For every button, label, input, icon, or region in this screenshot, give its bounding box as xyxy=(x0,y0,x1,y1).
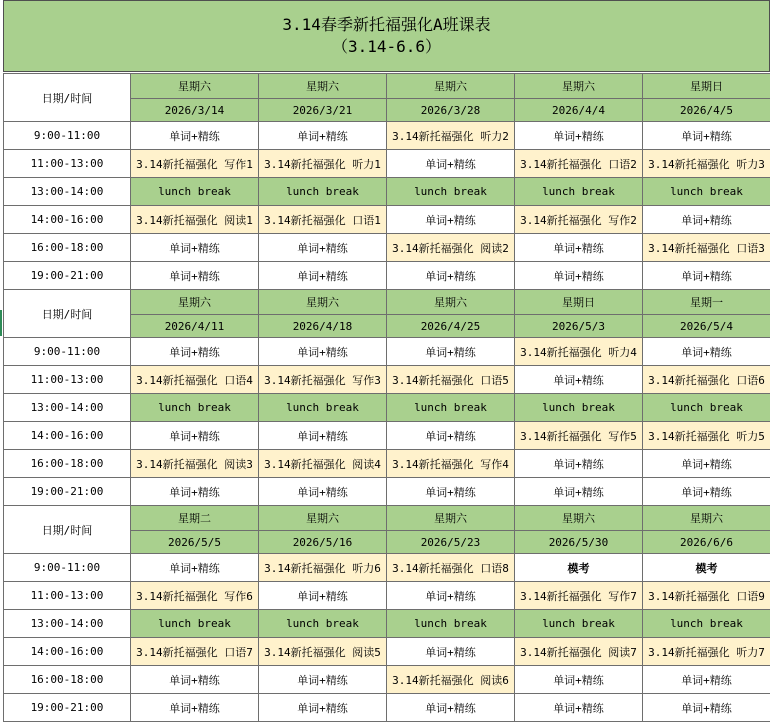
date-cell[interactable]: 2026/5/3 xyxy=(515,315,643,338)
time-cell[interactable]: 16:00-18:00 xyxy=(4,450,131,478)
practice-cell[interactable]: 单词+精练 xyxy=(643,262,770,290)
course-cell[interactable]: 3.14新托福强化 写作5 xyxy=(515,422,643,450)
course-cell[interactable]: 3.14新托福强化 口语8 xyxy=(387,554,515,582)
time-cell[interactable]: 11:00-13:00 xyxy=(4,582,131,610)
course-cell[interactable]: 3.14新托福强化 阅读6 xyxy=(387,666,515,694)
date-cell[interactable]: 2026/4/18 xyxy=(259,315,387,338)
course-cell[interactable]: 3.14新托福强化 口语2 xyxy=(515,150,643,178)
lunch-break-cell[interactable]: lunch break xyxy=(259,394,387,422)
practice-cell[interactable]: 单词+精练 xyxy=(643,338,770,366)
time-cell[interactable]: 14:00-16:00 xyxy=(4,422,131,450)
practice-cell[interactable]: 单词+精练 xyxy=(387,582,515,610)
lunch-break-cell[interactable]: lunch break xyxy=(387,610,515,638)
date-cell[interactable]: 2026/3/21 xyxy=(259,99,387,122)
practice-cell[interactable]: 单词+精练 xyxy=(515,262,643,290)
weekday-cell[interactable]: 星期六 xyxy=(387,290,515,315)
practice-cell[interactable]: 单词+精练 xyxy=(643,122,770,150)
weekday-cell[interactable]: 星期六 xyxy=(259,506,387,531)
weekday-cell[interactable]: 星期一 xyxy=(643,290,770,315)
weekday-cell[interactable]: 星期六 xyxy=(387,506,515,531)
course-cell[interactable]: 3.14新托福强化 写作1 xyxy=(131,150,259,178)
weekday-cell[interactable]: 星期六 xyxy=(259,74,387,99)
weekday-cell[interactable]: 星期六 xyxy=(387,74,515,99)
practice-cell[interactable]: 单词+精练 xyxy=(515,666,643,694)
practice-cell[interactable]: 单词+精练 xyxy=(515,234,643,262)
practice-cell[interactable]: 单词+精练 xyxy=(515,478,643,506)
practice-cell[interactable]: 单词+精练 xyxy=(259,262,387,290)
time-cell[interactable]: 16:00-18:00 xyxy=(4,666,131,694)
practice-cell[interactable]: 单词+精练 xyxy=(643,206,770,234)
practice-cell[interactable]: 单词+精练 xyxy=(387,150,515,178)
practice-cell[interactable]: 单词+精练 xyxy=(131,478,259,506)
course-cell[interactable]: 3.14新托福强化 口语7 xyxy=(131,638,259,666)
row-selection-marker xyxy=(0,310,2,336)
course-cell[interactable]: 3.14新托福强化 阅读1 xyxy=(131,206,259,234)
practice-cell[interactable]: 单词+精练 xyxy=(515,366,643,394)
course-cell[interactable]: 3.14新托福强化 口语4 xyxy=(131,366,259,394)
time-cell[interactable]: 14:00-16:00 xyxy=(4,638,131,666)
time-slot-row xyxy=(4,178,770,206)
time-slot-row xyxy=(4,422,770,450)
weekday-cell[interactable]: 星期六 xyxy=(259,290,387,315)
datetime-label-cell[interactable]: 日期/时间 xyxy=(4,74,131,122)
date-cell[interactable]: 2026/5/5 xyxy=(131,531,259,554)
practice-cell[interactable]: 单词+精练 xyxy=(515,694,643,722)
course-cell[interactable]: 3.14新托福强化 听力1 xyxy=(259,150,387,178)
course-cell[interactable]: 3.14新托福强化 阅读4 xyxy=(259,450,387,478)
date-cell[interactable]: 2026/5/16 xyxy=(259,531,387,554)
lunch-break-cell[interactable]: lunch break xyxy=(259,178,387,206)
practice-cell[interactable]: 单词+精练 xyxy=(643,478,770,506)
course-cell[interactable]: 3.14新托福强化 写作7 xyxy=(515,582,643,610)
time-slot-row xyxy=(4,122,770,150)
weekday-cell[interactable]: 星期六 xyxy=(643,506,770,531)
time-cell[interactable]: 9:00-11:00 xyxy=(4,554,131,582)
time-cell[interactable]: 9:00-11:00 xyxy=(4,122,131,150)
practice-cell[interactable]: 单词+精练 xyxy=(387,638,515,666)
course-cell[interactable]: 3.14新托福强化 阅读2 xyxy=(387,234,515,262)
time-slot-row xyxy=(4,206,770,234)
practice-cell[interactable]: 单词+精练 xyxy=(131,694,259,722)
practice-cell[interactable]: 单词+精练 xyxy=(259,478,387,506)
lunch-break-cell[interactable]: lunch break xyxy=(131,178,259,206)
practice-cell[interactable]: 单词+精练 xyxy=(643,666,770,694)
time-slot-row xyxy=(4,638,770,666)
practice-cell[interactable]: 单词+精练 xyxy=(643,694,770,722)
time-slot-row xyxy=(4,150,770,178)
mock-exam-cell[interactable]: 模考 xyxy=(643,554,770,582)
practice-cell[interactable]: 单词+精练 xyxy=(131,422,259,450)
course-cell[interactable]: 3.14新托福强化 口语3 xyxy=(643,234,770,262)
date-cell[interactable]: 2026/4/25 xyxy=(387,315,515,338)
time-cell[interactable]: 13:00-14:00 xyxy=(4,610,131,638)
time-cell[interactable]: 14:00-16:00 xyxy=(4,206,131,234)
datetime-label-cell[interactable]: 日期/时间 xyxy=(4,506,131,554)
course-cell[interactable]: 3.14新托福强化 听力5 xyxy=(643,422,770,450)
course-cell[interactable]: 3.14新托福强化 听力2 xyxy=(387,122,515,150)
lunch-break-cell[interactable]: lunch break xyxy=(515,178,643,206)
time-cell[interactable]: 11:00-13:00 xyxy=(4,150,131,178)
course-cell[interactable]: 3.14新托福强化 阅读7 xyxy=(515,638,643,666)
lunch-break-cell[interactable]: lunch break xyxy=(643,394,770,422)
course-cell[interactable]: 3.14新托福强化 写作4 xyxy=(387,450,515,478)
weekday-row xyxy=(4,506,770,531)
weekday-cell[interactable]: 星期二 xyxy=(131,506,259,531)
weekday-cell[interactable]: 星期六 xyxy=(515,74,643,99)
time-cell[interactable]: 19:00-21:00 xyxy=(4,262,131,290)
practice-cell[interactable]: 单词+精练 xyxy=(131,234,259,262)
time-cell[interactable]: 16:00-18:00 xyxy=(4,234,131,262)
time-cell[interactable]: 11:00-13:00 xyxy=(4,366,131,394)
time-slot-row xyxy=(4,262,770,290)
practice-cell[interactable]: 单词+精练 xyxy=(259,582,387,610)
lunch-break-cell[interactable]: lunch break xyxy=(643,178,770,206)
time-slot-row xyxy=(4,554,770,582)
time-cell[interactable]: 19:00-21:00 xyxy=(4,478,131,506)
time-slot-row xyxy=(4,394,770,422)
lunch-break-cell[interactable]: lunch break xyxy=(131,394,259,422)
date-cell[interactable]: 2026/5/30 xyxy=(515,531,643,554)
course-cell[interactable]: 3.14新托福强化 听力6 xyxy=(259,554,387,582)
lunch-break-cell[interactable]: lunch break xyxy=(515,610,643,638)
time-cell[interactable]: 13:00-14:00 xyxy=(4,178,131,206)
time-cell[interactable]: 13:00-14:00 xyxy=(4,394,131,422)
practice-cell[interactable]: 单词+精练 xyxy=(131,122,259,150)
course-cell[interactable]: 3.14新托福强化 口语1 xyxy=(259,206,387,234)
practice-cell[interactable]: 单词+精练 xyxy=(387,694,515,722)
time-slot-row xyxy=(4,610,770,638)
weekday-cell[interactable]: 星期六 xyxy=(131,290,259,315)
practice-cell[interactable]: 单词+精练 xyxy=(131,666,259,694)
practice-cell[interactable]: 单词+精练 xyxy=(387,206,515,234)
date-cell[interactable]: 2026/4/11 xyxy=(131,315,259,338)
lunch-break-cell[interactable]: lunch break xyxy=(643,610,770,638)
lunch-break-cell[interactable]: lunch break xyxy=(387,394,515,422)
date-cell[interactable]: 2026/4/5 xyxy=(643,99,770,122)
practice-cell[interactable]: 单词+精练 xyxy=(259,122,387,150)
lunch-break-cell[interactable]: lunch break xyxy=(131,610,259,638)
practice-cell[interactable]: 单词+精练 xyxy=(515,450,643,478)
time-slot-row xyxy=(4,366,770,394)
practice-cell[interactable]: 单词+精练 xyxy=(259,694,387,722)
course-cell[interactable]: 3.14新托福强化 听力7 xyxy=(643,638,770,666)
date-cell[interactable]: 2026/6/6 xyxy=(643,531,770,554)
time-slot-row xyxy=(4,450,770,478)
time-slot-row xyxy=(4,234,770,262)
course-cell[interactable]: 3.14新托福强化 口语6 xyxy=(643,366,770,394)
date-cell[interactable]: 2026/5/23 xyxy=(387,531,515,554)
weekday-cell[interactable]: 星期日 xyxy=(643,74,770,99)
title-main: 3.14春季新托福强化A班课表 xyxy=(282,15,491,34)
time-slot-row xyxy=(4,582,770,610)
practice-cell[interactable]: 单词+精练 xyxy=(387,478,515,506)
weekday-row xyxy=(4,74,770,99)
datetime-label-cell[interactable]: 日期/时间 xyxy=(4,290,131,338)
course-cell[interactable]: 3.14新托福强化 口语9 xyxy=(643,582,770,610)
date-cell[interactable]: 2026/3/28 xyxy=(387,99,515,122)
course-cell[interactable]: 3.14新托福强化 写作3 xyxy=(259,366,387,394)
time-slot-row xyxy=(4,694,770,722)
schedule-table xyxy=(3,73,770,722)
course-cell[interactable]: 3.14新托福强化 口语5 xyxy=(387,366,515,394)
lunch-break-cell[interactable]: lunch break xyxy=(259,610,387,638)
practice-cell[interactable]: 单词+精练 xyxy=(259,666,387,694)
time-slot-row xyxy=(4,478,770,506)
title-date-range: （3.14-6.6） xyxy=(331,37,442,56)
time-slot-row xyxy=(4,338,770,366)
practice-cell[interactable]: 单词+精练 xyxy=(643,450,770,478)
course-cell[interactable]: 3.14新托福强化 写作6 xyxy=(131,582,259,610)
weekday-row xyxy=(4,290,770,315)
course-cell[interactable]: 3.14新托福强化 写作2 xyxy=(515,206,643,234)
practice-cell[interactable]: 单词+精练 xyxy=(259,338,387,366)
date-cell[interactable]: 2026/3/14 xyxy=(131,99,259,122)
time-cell[interactable]: 19:00-21:00 xyxy=(4,694,131,722)
practice-cell[interactable]: 单词+精练 xyxy=(131,338,259,366)
lunch-break-cell[interactable]: lunch break xyxy=(387,178,515,206)
course-cell[interactable]: 3.14新托福强化 阅读5 xyxy=(259,638,387,666)
practice-cell[interactable]: 单词+精练 xyxy=(259,422,387,450)
mock-exam-cell[interactable]: 模考 xyxy=(515,554,643,582)
practice-cell[interactable]: 单词+精练 xyxy=(387,338,515,366)
course-cell[interactable]: 3.14新托福强化 听力4 xyxy=(515,338,643,366)
date-cell[interactable]: 2026/4/4 xyxy=(515,99,643,122)
time-cell[interactable]: 9:00-11:00 xyxy=(4,338,131,366)
schedule-title[interactable] xyxy=(3,0,770,72)
time-slot-row xyxy=(4,666,770,694)
weekday-cell[interactable]: 星期六 xyxy=(515,506,643,531)
course-cell[interactable]: 3.14新托福强化 听力3 xyxy=(643,150,770,178)
practice-cell[interactable]: 单词+精练 xyxy=(515,122,643,150)
course-cell[interactable]: 3.14新托福强化 阅读3 xyxy=(131,450,259,478)
lunch-break-cell[interactable]: lunch break xyxy=(515,394,643,422)
practice-cell[interactable]: 单词+精练 xyxy=(387,262,515,290)
weekday-cell[interactable]: 星期六 xyxy=(131,74,259,99)
practice-cell[interactable]: 单词+精练 xyxy=(131,262,259,290)
practice-cell[interactable]: 单词+精练 xyxy=(131,554,259,582)
weekday-cell[interactable]: 星期日 xyxy=(515,290,643,315)
date-cell[interactable]: 2026/5/4 xyxy=(643,315,770,338)
practice-cell[interactable]: 单词+精练 xyxy=(259,234,387,262)
practice-cell[interactable]: 单词+精练 xyxy=(387,422,515,450)
